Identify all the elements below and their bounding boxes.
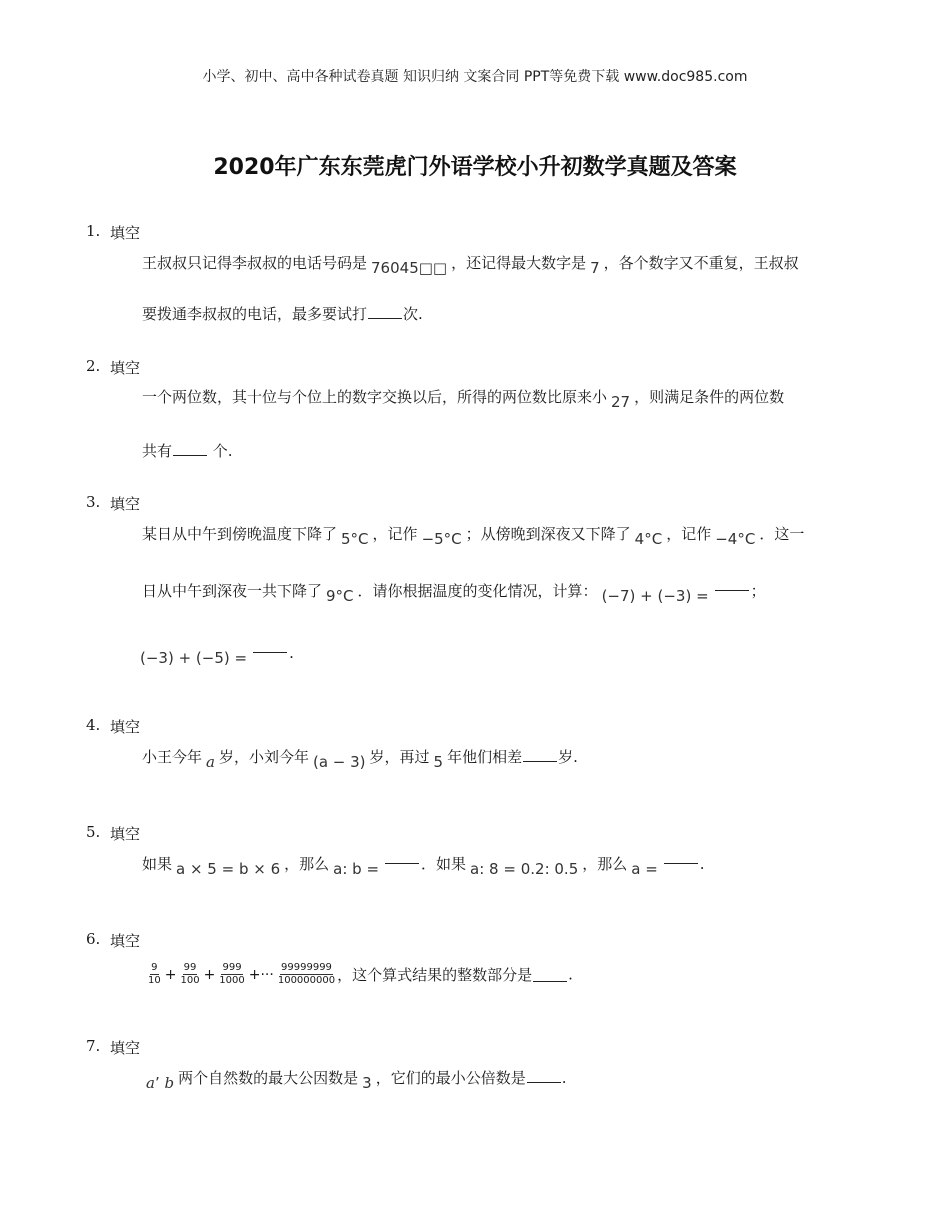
- question-text-line: [136, 644, 294, 667]
- math-digit: 7: [590, 259, 600, 277]
- text-segment: 个.: [212, 442, 233, 460]
- text-segment: ，则满足条件的两位数: [634, 388, 785, 406]
- question-text-line: [142, 580, 766, 605]
- question-number: 6.: [86, 930, 101, 948]
- text-segment: .: [699, 855, 705, 873]
- math-equation: a × 5 = b × 6: [176, 860, 281, 878]
- question-number: 5.: [86, 823, 101, 841]
- math-variable: [202, 753, 219, 771]
- question-text-line: [146, 962, 573, 987]
- ellipsis: +···: [248, 966, 274, 983]
- answer-blank[interactable]: [527, 1068, 561, 1083]
- question-number: 2.: [86, 357, 101, 375]
- page-title: 2020年广东东莞虎门外语学校小升初数学真题及答案: [213, 155, 737, 180]
- question-text-line: [142, 523, 805, 548]
- denominator: 100: [180, 975, 200, 986]
- separator: ’: [154, 1074, 160, 1092]
- question-text-line: [142, 303, 423, 324]
- text-segment: ，它们的最小公倍数是: [375, 1069, 526, 1087]
- text-segment: 如果: [142, 855, 173, 873]
- math-expression: (−7) + (−3) =: [601, 587, 709, 605]
- question-text-line: [142, 252, 799, 277]
- question-text-line: [142, 386, 785, 411]
- question-type: 填空: [110, 825, 141, 843]
- text-segment: .: [289, 644, 294, 662]
- plus-sign: +: [164, 966, 177, 983]
- math-phone-number: 76045□□: [371, 259, 448, 277]
- fraction: [147, 962, 162, 987]
- text-segment: ．请你根据温度的变化情况，计算：: [357, 582, 598, 600]
- question-text-line: [142, 440, 233, 461]
- text-segment: 两个自然数的最大公因数是: [178, 1069, 359, 1087]
- variable: a: [146, 1074, 155, 1092]
- question-type: 填空: [110, 224, 141, 242]
- math-temperature: −4°C: [715, 530, 756, 548]
- text-segment: ；: [750, 582, 766, 600]
- math-ratio: a: 8 = 0.2: 0.5: [470, 860, 579, 878]
- question-type: 填空: [110, 718, 141, 736]
- fraction: [179, 962, 200, 987]
- question-type: 填空: [110, 359, 141, 377]
- answer-blank[interactable]: [173, 441, 207, 456]
- answer-blank[interactable]: [253, 651, 287, 653]
- question-text-line: [142, 853, 705, 878]
- numerator: 99: [183, 962, 197, 973]
- answer-blank[interactable]: [523, 747, 557, 762]
- text-segment: 王叔叔只记得李叔叔的电话号码是: [142, 254, 368, 272]
- question-text-line: [142, 746, 578, 771]
- numerator: 99999999: [281, 962, 332, 973]
- text-segment: .: [561, 1069, 567, 1087]
- question-number: 1.: [86, 222, 101, 240]
- answer-blank[interactable]: [385, 862, 419, 864]
- numerator: 9: [151, 962, 158, 973]
- text-segment: ．如果: [421, 855, 467, 873]
- numerator: 999: [222, 962, 242, 973]
- text-segment: ，记作: [666, 525, 712, 543]
- text-segment: 日从中午到深夜一共下降了: [142, 582, 323, 600]
- text-segment: ，那么: [284, 855, 330, 873]
- question-number: 3.: [86, 493, 101, 511]
- fraction: [277, 962, 336, 987]
- text-segment: 岁，小刘今年: [218, 748, 309, 766]
- text-segment: ，那么: [582, 855, 628, 873]
- math-ratio: a: b =: [333, 860, 380, 878]
- text-segment: 共有: [142, 442, 173, 460]
- question-number: 4.: [86, 716, 101, 734]
- text-segment: ；从傍晚到深夜又下降了: [465, 525, 631, 543]
- math-expression: (−3) + (−5) =: [140, 649, 248, 667]
- text-segment: 一个两位数，其十位与个位上的数字交换以后，所得的两位数比原来小: [142, 388, 608, 406]
- header-banner: 小学、初中、高中各种试卷真题 知识归纳 文案合同 PPT等免费下载 www.doc985.com: [202, 69, 748, 85]
- text-segment: .: [568, 965, 573, 984]
- text-segment: ，记作: [372, 525, 418, 543]
- answer-blank[interactable]: [533, 967, 567, 982]
- text-segment: 年他们相差: [447, 748, 523, 766]
- question-number: 7.: [86, 1037, 101, 1055]
- variable: a: [206, 753, 215, 771]
- math-variables: [142, 1074, 178, 1092]
- denominator: 1000: [219, 975, 245, 986]
- math-temperature: 5°C: [341, 530, 369, 548]
- denominator: 10: [148, 975, 161, 986]
- math-temperature: 9°C: [326, 587, 354, 605]
- question-type: 填空: [110, 932, 141, 950]
- variable: b: [164, 1074, 175, 1092]
- text-segment: 岁，再过: [369, 748, 430, 766]
- answer-blank[interactable]: [664, 862, 698, 864]
- math-number: 5: [433, 753, 444, 771]
- plus-sign: +: [203, 966, 216, 983]
- text-segment: ，各个数字又不重复，王叔叔: [603, 254, 799, 272]
- text-segment: ，这个算式结果的整数部分是: [337, 966, 533, 984]
- answer-blank[interactable]: [715, 589, 749, 591]
- question-type: 填空: [110, 1039, 141, 1057]
- question-text-line: [142, 1067, 567, 1092]
- text-segment: ，还记得最大数字是: [451, 254, 587, 272]
- text-segment: 次.: [403, 305, 423, 323]
- math-number: 27: [611, 393, 631, 411]
- text-segment: 要拨通李叔叔的电话，最多要试打: [142, 305, 368, 323]
- math-temperature: −5°C: [421, 530, 462, 548]
- math-temperature: 4°C: [634, 530, 663, 548]
- text-segment: 某日从中午到傍晚温度下降了: [142, 525, 338, 543]
- denominator: 100000000: [277, 975, 336, 986]
- math-number: 3: [362, 1074, 372, 1092]
- fraction: [218, 962, 245, 987]
- text-segment: 岁.: [558, 748, 578, 766]
- text-segment: 小王今年: [142, 748, 203, 766]
- math-expression: a =: [631, 860, 658, 878]
- math-expression: (a − 3): [312, 753, 366, 771]
- answer-blank[interactable]: [368, 304, 402, 319]
- question-type: 填空: [110, 495, 141, 513]
- text-segment: ．这一: [759, 525, 805, 543]
